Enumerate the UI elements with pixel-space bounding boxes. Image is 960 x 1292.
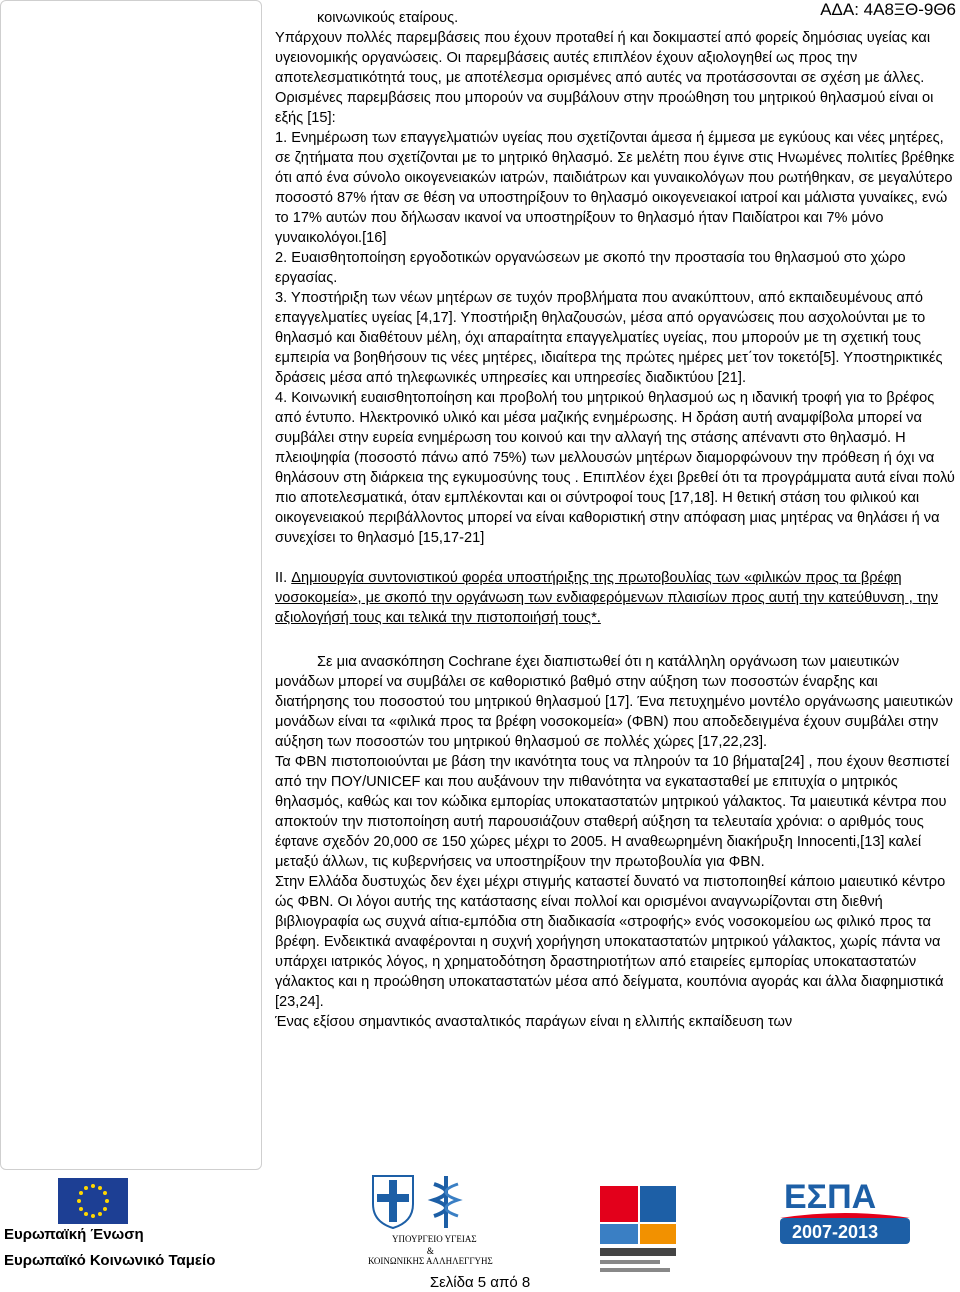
paragraph: Υπάρχουν πολλές παρεμβάσεις που έχουν προταθεί ή και δοκιμαστεί από φορείς δημόσιας υγείας και υγειονομικής οργανώσεις. Οι παρεμβάσεις αυτές επιπλέον έχουν αξιολογηθεί ως προς την αποτελεσματικότητά τους, με αποτέλεσμα ορισμένες από αυτές να προτάσσονται σε σχέση με άλλες. Ορισμένες παρεμβάσεις που μπορούν να συμβάλουν στην προώθηση του μητρικού θηλασμού είναι οι εξής [15]: (275, 30, 934, 126)
page-number: Σελίδα 5 από 8 (429, 1274, 531, 1291)
paragraph: 1. Ενημέρωση των επαγγελματιών υγείας που σχετίζονται άμεσα ή έμμεσα με εγκύους και νέες μητέρες, σε ζητήματα που σχετίζονται με το μητρικό θηλασμό. Σε μελέτη που έγινε στις Ηνωμένες πολιτίες βρέθηκε ότι από ένα σύνολο οικογενειακών ιατρών, παιδιάτρων και γυναικολόγων που ρωτήθηκαν, σε μεγαλύτερο ποσοστό 87% ήταν σε θέση να υποστηρίξουν το θηλασμό οικογενειακοί ιατροί και μάλιστα γυναίκες, ενώ το 17% αυτών που δήλωσαν ικανοί να υποστηρίξουν το θηλασμό ήταν Παιδίατροι και 7% μόνο γυναικολόγοι.[16] (275, 130, 955, 246)
eu-flag-icon (58, 1178, 128, 1224)
espa-title: ΕΣΠΑ (784, 1178, 877, 1216)
eu-fund-label: Ευρωπαϊκό Κοινωνικό Ταμείο (4, 1252, 216, 1269)
left-margin-panel (0, 0, 262, 1170)
paragraph: Τα ΦΒΝ πιστοποιούνται με βάση την ικανότητα τους να πληρούν τα 10 βήματα[24] , που έχουν θεσπιστεί από την ΠΟΥ/UNICEF και που αυξάνουν την πιθανότητα να εγκατασταθεί με επιτυχία ο μητρικός θηλασμός, καθώς και τον κώδικα εμπορίας υποκαταστατών μητρικού γάλακτος. Τα μαιευτικά κέντρα που αποκτούν την πιστοποίηση αυτή παρουσιάζουν σταθερή αύξηση τα τελευταία χρόνια: ο αριθμός τους έφτανε σχεδόν 20,000 σε 150 χώρες μέχρι το 2005. Η αναθεωρημένη διακήρυξη Innocenti,[13] καλεί μεταξύ άλλων, τις κυβερνήσεις να υποστηρίξουν την πρωτοβουλία για ΦΒΝ. (275, 754, 950, 870)
paragraph: Σε μια ανασκόπηση Cochrane έχει διαπιστωθεί ότι η κατάλληλη οργάνωση των μαιευτικών μονάδων μπορεί να συμβάλει σε καθοριστικό βαθμό στην αύξηση των ποσοστών έναρξης και διατήρησης του ποσοστού του μητρικού θηλασμού [17]. Ένα πετυχημένο μοντέλο οργάνωσης μαιευτικών μονάδων είναι τα «φιλικά προς τα βρέφη νοσοκομεία» (ΦΒΝ) που αποδεδειγμένα έχουν συμβάλει στην αύξηση των ποσοστών του μητρικού θηλασμού σε πολλές χώρες [17,22,23]. (275, 654, 953, 750)
section-ii-prefix: II. (275, 570, 292, 586)
operational-programme-logo-icon (598, 1184, 678, 1274)
ministry-name-line1: ΥΠΟΥΡΓΕΙΟ ΥΓΕΙΑΣ (392, 1234, 477, 1244)
paragraph: Στην Ελλάδα δυστυχώς δεν έχει μέχρι στιγμής καταστεί δυνατό να πιστοποιηθεί κάποιο μαιευτικό κέντρο ώς ΦΒΝ. Οι λόγοι αυτής της κατάστασης είναι πολλοί και ορισμένοι αναγνωρίζονται στη διεθνή βιβλιογραφία ως συχνά αίτια-εμπόδια στη διαδικασία «στροφής» ενός νοσοκομείου ως φιλικό προς τα βρέφη. Ενδεικτικά αναφέρονται η συχνή χορήγηση υποκαταστατών μητρικού γάλακτος, χωρίς πάντα να υπάρχει ιατρικός λόγος, η χρηματοδότηση δραστηριοτήτων από εταιρείες εμπορίας υποκαταστατών γάλακτος και η προώθηση υποκαταστατών μέσα από δείγματα, κουπόνια αγοράς και άλλα διαφημιστικά [23,24]. (275, 874, 946, 1010)
ministry-logo (348, 1174, 538, 1274)
paragraph: 2. Ευαισθητοποίηση εργοδοτικών οργανώσεων με σκοπό την προστασία του θηλασμού στο χώρο εργασίας. (275, 250, 906, 286)
section-ii-title: Δημιουργία συντονιστικού φορέα υποστήριξης της πρωτοβουλίας των «φιλικών προς τα βρέφη νοσοκομεία», με σκοπό την οργάνωση των ενδιαφερόμενων πλαισίων προς αυτή την κατεύθυνση , την αξιολογήσή τους και τελικά την πιστοποιήσή τους*. (275, 570, 938, 626)
paragraph: κοινωνικούς εταίρους. (317, 10, 459, 26)
caduceus-icon (424, 1174, 468, 1230)
document-body (275, 8, 955, 1032)
greek-emblem-icon (368, 1174, 418, 1230)
spacer (275, 628, 955, 648)
ministry-name-line2: & ΚΟΙΝΩΝΙΚΗΣ ΑΛΛΗΛΕΓΓΥΗΣ (368, 1246, 493, 1266)
espa-years: 2007-2013 (792, 1222, 879, 1242)
spacer (275, 548, 955, 568)
paragraph: 4. Κοινωνική ευαισθητοποίηση και προβολή του μητρικού θηλασμού ως η ιδανική τροφή για το βρέφος από έντυπο. Ηλεκτρονικό υλικό και μέσα μαζικής ενημέρωσης. Η δράση αυτή αναμφίβολα μπορεί να συμβάλει στην ευρεία ενημέρωση του κοινού και την αλλαγή της στάσης απέναντι στο θηλασμό. Η πλειοψηφία (ποσοστό πάνω από 75%) των μελλουσών μητέρων διαμορφώνουν την πρόθεση ή όχι να θηλάσουν στη διάρκεια της εγκυμοσύνης τους . Επιπλέον έχει βρεθεί ότι τα προγράμματα αυτά είναι πολύ πιο αποτελεσματικά, όταν εμπλέκονται και οι σύντροφοί τους [17,18]. Η θετική στάση του φιλικού και οικογενειακού περιβάλλοντος μπορεί να είναι καθοριστική στην απόφαση μιας μητέρας να θηλάσει ή να συνεχίσει το θηλασμό [15,17-21] (275, 390, 955, 546)
paragraph: Ένας εξίσου σημαντικός ανασταλτικός παράγων είναι η ελλιπής εκπαίδευση των (275, 1014, 793, 1030)
eu-union-label: Ευρωπαϊκή Ένωση (4, 1226, 144, 1243)
section-ii-heading (275, 568, 955, 628)
espa-logo (770, 1178, 920, 1248)
paragraph: 3. Υποστήριξη των νέων μητέρων σε τυχόν προβλήματα που ανακύπτουν, από εκπαιδευμένους από επαγγελματίες υγείας [4,17]. Υποστήριξη θηλαζουσών, μέσα από οργανώσεις που ασχολούνται με το θηλασμό και διαθέτουν μέλη, όχι απαραίτητα επαγγελματίες υγείας, που μπορούν με τη σχετική τους εμπειρία να βοηθήσουν τις νέες μητέρες, ιδιαίτερα της πρώτες ημέρες μετ΄τον τοκετό[5]. Υποστηρικτικές δράσεις μέσα από τηλεφωνικές υπηρεσίες και υπηρεσίες διαδικτύου [21]. (275, 290, 943, 386)
ada-code: ΑΔΑ: 4Α8ΞΘ-9Θ6 (820, 0, 956, 19)
